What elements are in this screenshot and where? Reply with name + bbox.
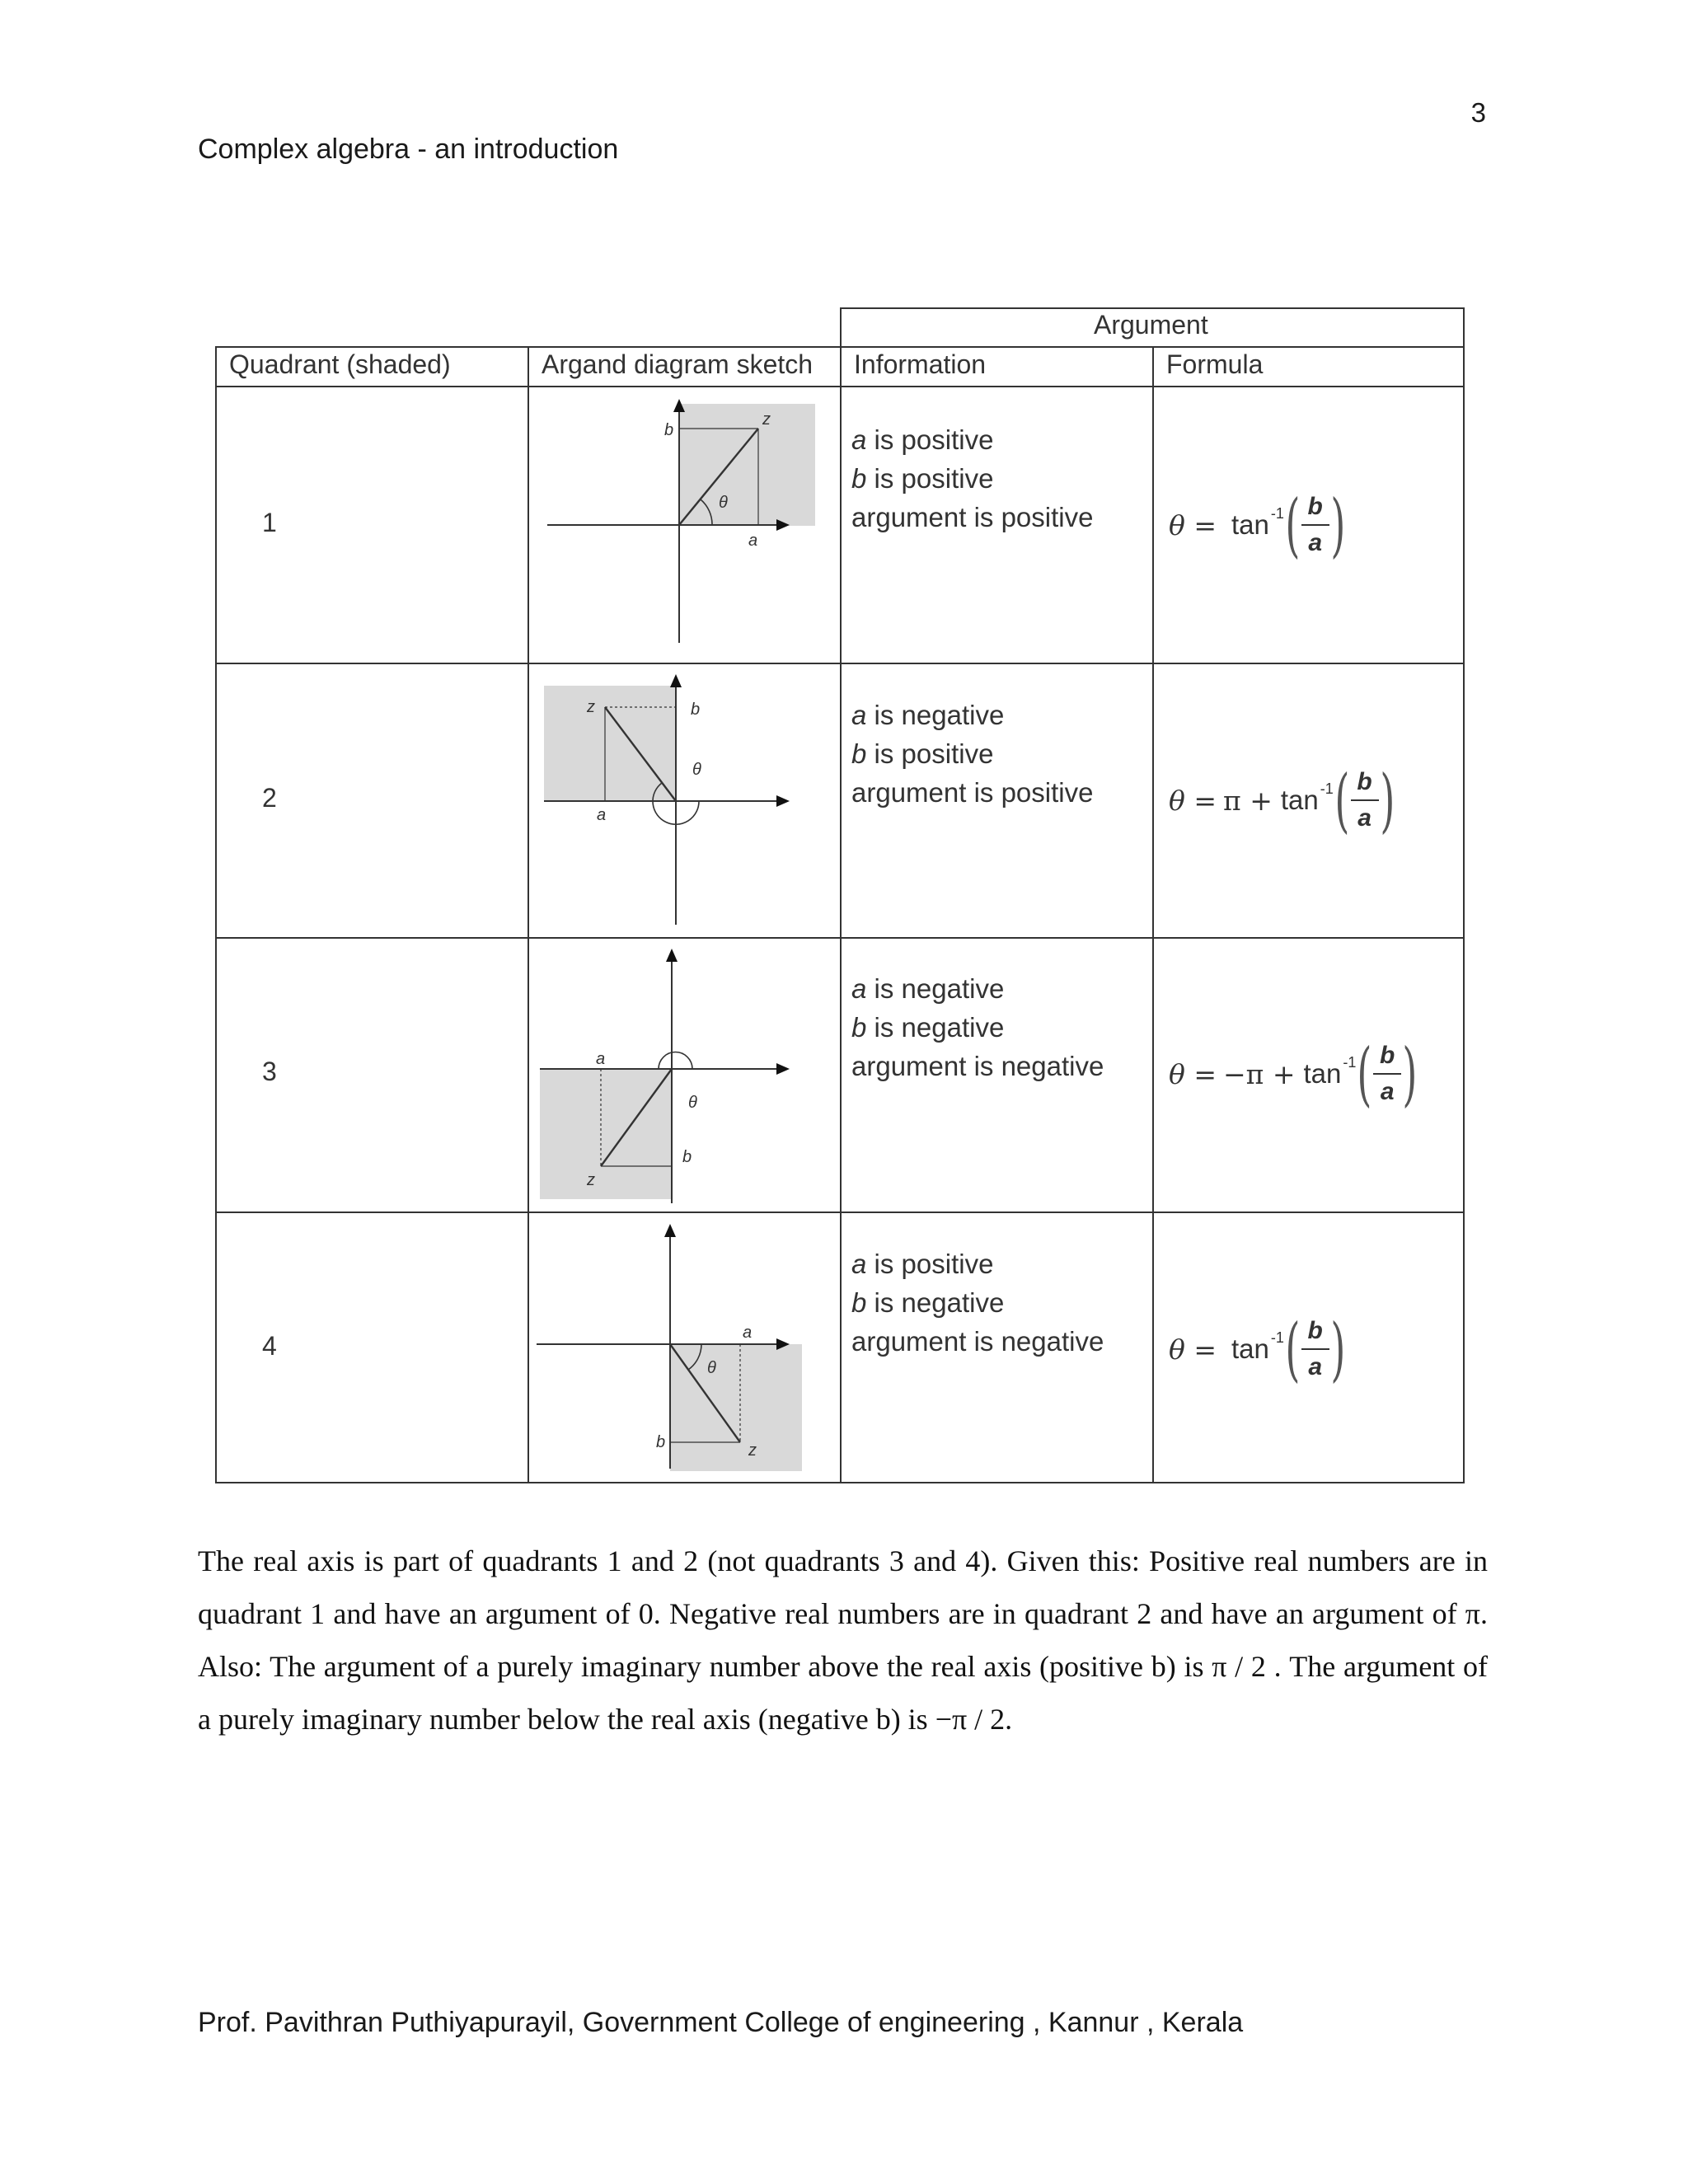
body-paragraph: The real axis is part of quadrants 1 and 2 (not quadrants 3 and 4). Given this: Positive real numbers are in quadrant 1 and have an argument of 0. Negative real numbers are in quadrant 2 and have an argument of π. Also: The argument of a purely imaginary number above the real axis (positive b) is π / 2 . The argument of a purely imaginary number below the real axis (negative b) is −π / 2.: [198, 1544, 1488, 1736]
quadrant-number: 3: [262, 1057, 277, 1086]
argument-formula: θ = −π + tan $^{-1}$ ( $\frac{b}{a}$ ): [1169, 1033, 1418, 1114]
running-title: Complex algebra - an introduction: [198, 134, 619, 165]
quadrant-table: [213, 305, 1467, 1486]
sketch-label: θ: [688, 1094, 697, 1112]
column-header-information: Information: [854, 349, 987, 379]
argument-group-header: Argument: [1094, 310, 1208, 340]
argument-formula: θ = π + tan $^{-1}$ ( $\frac{b}{a}$ ): [1169, 760, 1395, 841]
sketch-label: θ: [719, 494, 728, 512]
sketch-label: θ: [692, 761, 701, 779]
info-list: a is negative b is positive argument is positive: [851, 700, 1094, 808]
quadrant-number: 2: [262, 783, 277, 813]
sketch-label: b: [682, 1148, 692, 1166]
column-header-quadrant: Quadrant (shaded): [229, 349, 451, 379]
quadrant-number: 4: [262, 1331, 277, 1361]
sketch-label: z: [748, 1441, 757, 1460]
quadrant-number: 1: [262, 508, 277, 537]
argument-formula: θ = tan $^{-1}$ ( $\frac{b}{a}$ ): [1169, 485, 1346, 565]
sketch-label: b: [656, 1433, 666, 1451]
footer-author: Prof. Pavithran Puthiyapurayil, Government College of engineering , Kannur , Kerala: [198, 2007, 1244, 2038]
info-list: a is positive b is negative argument is negative: [851, 1249, 1104, 1357]
sketch-label: a: [748, 532, 758, 550]
sketch-label: a: [597, 806, 607, 824]
sketch-label: z: [587, 698, 595, 716]
sketch-label: a: [596, 1050, 606, 1068]
sketch-label: a: [743, 1324, 753, 1342]
page-number: 3: [1470, 97, 1486, 128]
sketch-label: z: [587, 1171, 595, 1189]
argument-formula: θ = tan $^{-1}$ ( $\frac{b}{a}$ ): [1169, 1309, 1346, 1390]
info-list: a is negative b is negative argument is negative: [851, 973, 1104, 1081]
sketch-label: b: [664, 421, 674, 439]
column-header-sketch: Argand diagram sketch: [542, 349, 814, 379]
sketch-label: z: [762, 410, 771, 429]
info-list: a is positive b is positive argument is positive: [851, 424, 1094, 532]
column-header-formula: Formula: [1166, 349, 1264, 379]
sketch-label: θ: [707, 1359, 716, 1377]
sketch-label: b: [691, 701, 701, 719]
